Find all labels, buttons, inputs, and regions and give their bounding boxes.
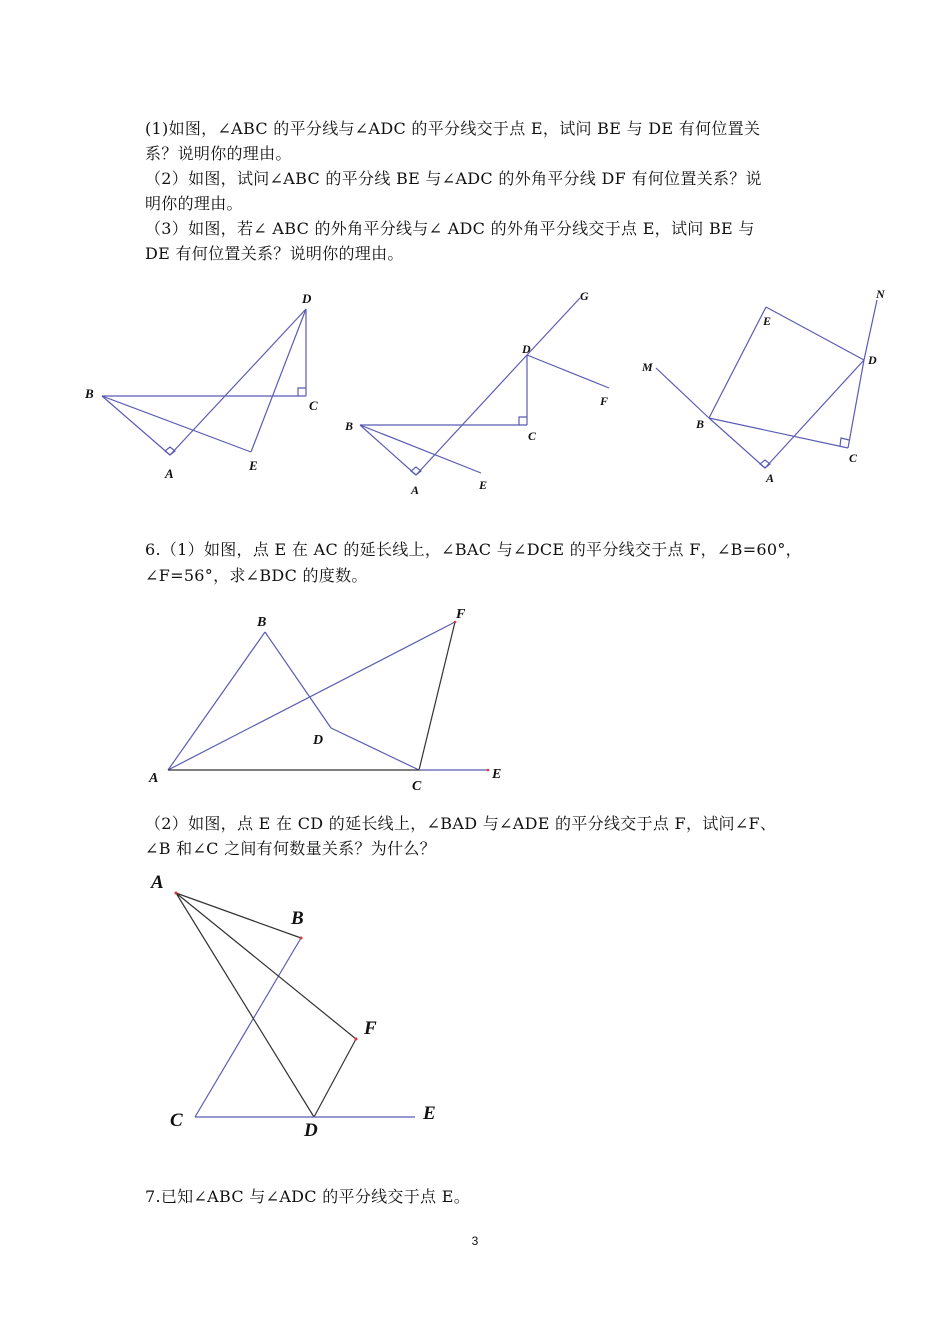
q5-line-6: DE 有何位置关系？说明你的理由。: [145, 244, 404, 263]
label-F: F: [364, 1018, 377, 1039]
label-E: E: [249, 458, 258, 473]
figure-4: [148, 607, 501, 794]
label-M: M: [642, 360, 653, 374]
q6-line-2: ∠F=56°，求∠BDC 的度数。: [145, 566, 368, 585]
q6-line-1: 6.（1）如图，点 E 在 AC 的延长线上，∠BAC 与∠DCE 的平分线交于点 F，∠B=60°，: [145, 540, 802, 559]
label-F: F: [456, 607, 466, 622]
label-D: D: [868, 353, 877, 367]
label-A: A: [151, 872, 164, 893]
label-B: B: [345, 419, 354, 433]
q5-line-3: （2）如图，试问∠ABC 的平分线 BE 与∠ADC 的外角平分线 DF 有何位置关系？说: [145, 169, 762, 188]
q6-line-3: （2）如图，点 E 在 CD 的延长线上，∠BAD 与∠ADE 的平分线交于点 F，试问∠F、: [145, 814, 777, 833]
label-B: B: [257, 615, 267, 630]
label-C: C: [528, 429, 537, 443]
label-D: D: [313, 733, 324, 748]
label-C: C: [309, 398, 318, 413]
page-number: 3: [471, 1234, 479, 1248]
q7-line-1: 7.已知∠ABC 与∠ADC 的平分线交于点 E。: [145, 1187, 470, 1206]
label-D: D: [304, 1120, 318, 1141]
label-E: E: [423, 1103, 436, 1124]
q5-line-4: 明你的理由。: [145, 194, 243, 213]
label-B: B: [85, 386, 94, 401]
label-A: A: [766, 471, 775, 485]
q5-line-1: (1)如图，∠ABC 的平分线与∠ADC 的平分线交于点 E，试问 BE 与 DE 有何位置关: [145, 119, 761, 138]
label-A: A: [165, 466, 174, 481]
label-D: D: [302, 291, 312, 306]
label-G: G: [580, 289, 589, 303]
label-C: C: [170, 1110, 183, 1131]
label-E: E: [492, 767, 502, 782]
label-N: N: [876, 287, 885, 301]
q6-line-4: ∠B 和∠C 之间有何数量关系？为什么？: [145, 839, 436, 858]
figure-1: [84, 291, 318, 481]
q5-line-2: 系？说明你的理由。: [145, 144, 292, 163]
figure-2: [344, 289, 609, 497]
label-A: A: [149, 771, 159, 786]
label-C: C: [412, 779, 422, 794]
label-F: F: [600, 394, 609, 408]
figure-5: [150, 872, 436, 1141]
label-B: B: [696, 417, 705, 431]
q5-line-5: （3）如图，若∠ ABC 的外角平分线与∠ ADC 的外角平分线交于点 E，试问 BE 与: [145, 219, 755, 238]
label-C: C: [849, 451, 858, 465]
label-A: A: [411, 483, 420, 497]
figure-3: [641, 287, 886, 485]
label-E: E: [763, 314, 772, 328]
label-D: D: [522, 342, 531, 356]
label-B: B: [291, 908, 304, 929]
label-E: E: [479, 478, 488, 492]
